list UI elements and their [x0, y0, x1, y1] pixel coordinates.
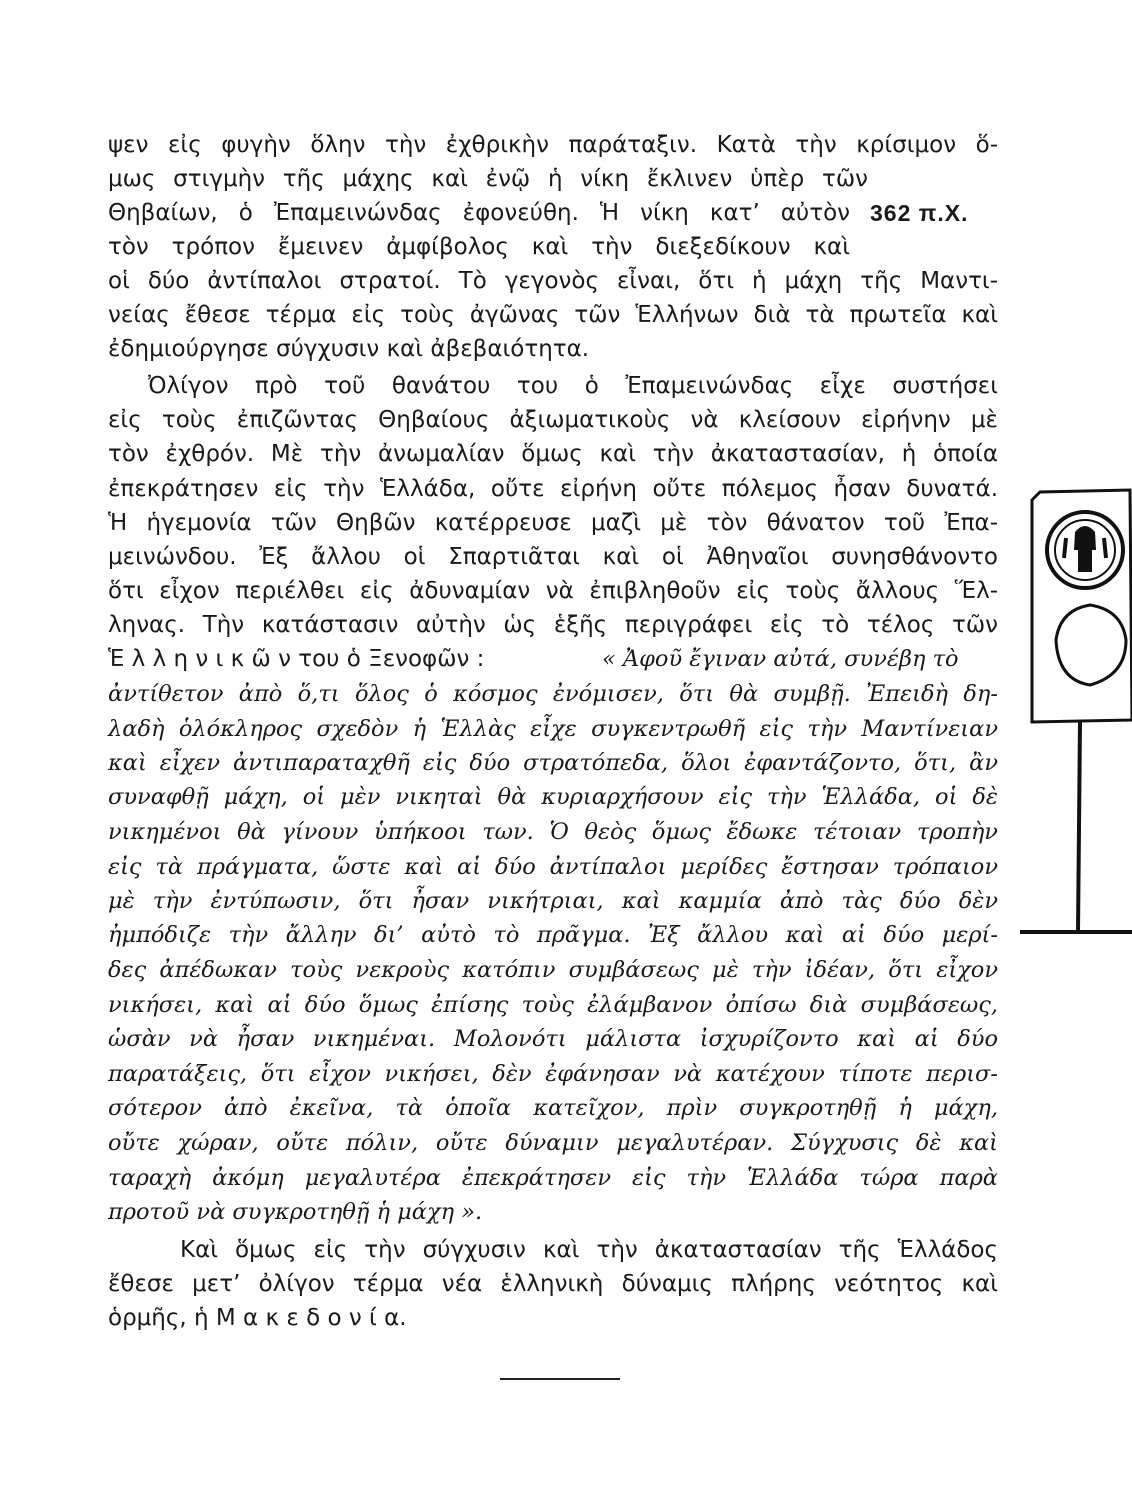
quote-line: νικημένοι θὰ γίνουν ὑπήκοοι των. Ὁ θεὸς ὅμως ἔδωκε τέτοιαν τροπὴν: [108, 819, 998, 845]
quote-line: παρατάξεις, ὅτι εἶχον νικήσει, δὲν ἐφάνησαν νὰ κατέχουν τίποτε περισ-: [108, 1061, 998, 1087]
text-line: Θηβαίων, ὁ Ἐπαμεινώνδας ἐφονεύθη. Ἡ νίκη κατ’ αὐτὸν: [108, 200, 850, 226]
quote-line: ἠμπόδιζε τὴν ἄλλην δι’ αὐτὸ τὸ πρᾶγμα. Ἐξ ἄλλου καὶ αἱ δύο μερί-: [108, 922, 998, 948]
text-line: Ἡ ἡγεμονία τῶν Θηβῶν κατέρρευσε μαζὶ μὲ τὸν θάνατον τοῦ Ἐπα-: [108, 510, 998, 536]
quote-line: δες ἀπέδωκαν τοὺς νεκροὺς κατόπιν συμβάσεως μὲ τὴν ἰδέαν, ὅτι εἶχον: [108, 957, 998, 983]
text-line-source: Ἑ λ λ η ν ι κ ῶ ν του ὁ Ξενοφῶν :: [108, 646, 485, 672]
margin-date-note: 362 π.Χ.: [870, 200, 969, 226]
text-line: ληνας. Τὴν κατάστασιν αὐτὴν ὡς ἑξῆς περιγράφει εἰς τὸ τέλος τῶν: [108, 612, 998, 638]
quote-line: σότερον ἀπὸ ἐκεῖνα, τὰ ὁποῖα κατεῖχον, πρὶν συγκροτηθῇ ἡ μάχη,: [108, 1095, 998, 1121]
text-line: ἐπεκράτησεν εἰς τὴν Ἑλλάδα, οὔτε εἰρήνη οὔτε πόλεμος ἦσαν δυνατά.: [108, 476, 998, 502]
text-line: ἐδημιούργησε σύγχυσιν καὶ ἀβεβαιότητα.: [108, 336, 590, 362]
quote-line: μὲ τὴν ἐντύπωσιν, ὅτι ἦσαν νικήτριαι, καὶ καμμία ἀπὸ τὰς δύο δὲν: [108, 888, 998, 914]
quote-line: συναφθῇ μάχη, οἱ μὲν νικηταὶ θὰ κυριαρχήσουν εἰς τὴν Ἑλλάδα, οἱ δὲ: [108, 784, 998, 810]
text-line: τὸν ἐχθρόν. Μὲ τὴν ἀνωμαλίαν ὅμως καὶ τὴν ἀκαταστασίαν, ἡ ὁποία: [108, 441, 998, 467]
text-line: ὁρμῆς, ἡ Μ α κ ε δ ο ν ί α.: [108, 1305, 407, 1331]
text-line: οἱ δύο ἀντίπαλοι στρατοί. Τὸ γεγονὸς εἶναι, ὅτι ἡ μάχη τῆς Μαντι-: [108, 268, 998, 294]
text-line: εἰς τοὺς ἐπιζῶντας Θηβαίους ἀξιωματικοὺς νὰ κλείσουν εἰρήνην μὲ: [108, 407, 998, 433]
quote-line: ταραχὴ ἀκόμη μεγαλυτέρα ἐπεκράτησεν εἰς τὴν Ἑλλάδα τώρα παρὰ: [108, 1165, 998, 1191]
quote-line: προτοῦ νὰ συγκροτηθῇ ἡ μάχη ».: [108, 1199, 483, 1225]
text-line: μως στιγμὴν τῆς μάχης καὶ ἐνῷ ἡ νίκη ἔκλινεν ὑπὲρ τῶν: [108, 166, 868, 192]
end-rule: [500, 1378, 620, 1380]
text-line: νείας ἔθεσε τέρμα εἰς τοὺς ἀγῶνας τῶν Ἑλλήνων διὰ τὰ πρωτεῖα καὶ: [108, 302, 998, 328]
text-line: ὅτι εἶχον περιέλθει εἰς ἀδυναμίαν νὰ ἐπιβληθοῦν εἰς τοὺς ἄλλους Ἕλ-: [108, 578, 998, 604]
text-line: ψεν εἰς φυγὴν ὅλην τὴν ἐχθρικὴν παράταξιν. Κατὰ τὴν κρίσιμον ὅ-: [108, 132, 998, 158]
text-line: τὸν τρόπον ἔμεινεν ἀμφίβολος καὶ τὴν διεξεδίκουν καὶ: [108, 234, 850, 260]
quote-line: ἀντίθετον ἀπὸ ὅ,τι ὅλος ὁ κόσμος ἐνόμισεν, ὅτι θὰ συμβῇ. Ἐπειδὴ δη-: [108, 681, 998, 707]
quote-start: « Ἀφοῦ ἔγιναν αὐτά, συνέβη τὸ: [602, 646, 959, 672]
quote-line: λαδὴ ὁλόκληρος σχεδὸν ἡ Ἑλλὰς εἶχε συγκεντρωθῆ εἰς τὴν Μαντίνειαν: [108, 716, 998, 742]
quote-line: ὡσὰν νὰ ἦσαν νικημέναι. Μολονότι μάλιστα ἰσχυρίζοντο καὶ αἱ δύο: [108, 1026, 998, 1052]
quote-line: εἰς τὰ πράγματα, ὥστε καὶ αἱ δύο ἀντίπαλοι μερίδες ἔστησαν τρόπαιον: [108, 854, 998, 880]
text-line: ἔθεσε μετ’ ὀλίγον τέρμα νέα ἑλληνικὴ δύναμις πλήρης νεότητος καὶ: [108, 1271, 998, 1297]
hand-drawn-sign-doodle: [1020, 480, 1132, 960]
paragraph-first-line: Καὶ ὅμως εἰς τὴν σύγχυσιν καὶ τὴν ἀκαταστασίαν τῆς Ἑλλάδος: [180, 1237, 998, 1263]
quote-line: οὔτε χώραν, οὔτε πόλιν, οὔτε δύναμιν μεγαλυτέραν. Σύγχυσις δὲ καὶ: [108, 1130, 998, 1156]
quote-line: νικήσει, καὶ αἱ δύο ὅμως ἐπίσης τοὺς ἐλάμβανον ὀπίσω διὰ συμβάσεως,: [108, 992, 998, 1018]
quote-line: καὶ εἶχεν ἀντιπαραταχθῆ εἰς δύο στρατόπεδα, ὅλοι ἐφαντάζοντο, ὅτι, ἂν: [108, 750, 998, 776]
text-line: μεινώνδου. Ἐξ ἄλλου οἱ Σπαρτιᾶται καὶ οἱ Ἀθηναῖοι συνησθάνοντο: [108, 544, 998, 570]
paragraph-first-line: Ὀλίγον πρὸ τοῦ θανάτου του ὁ Ἐπαμεινώνδας εἶχε συστήσει: [148, 373, 998, 399]
